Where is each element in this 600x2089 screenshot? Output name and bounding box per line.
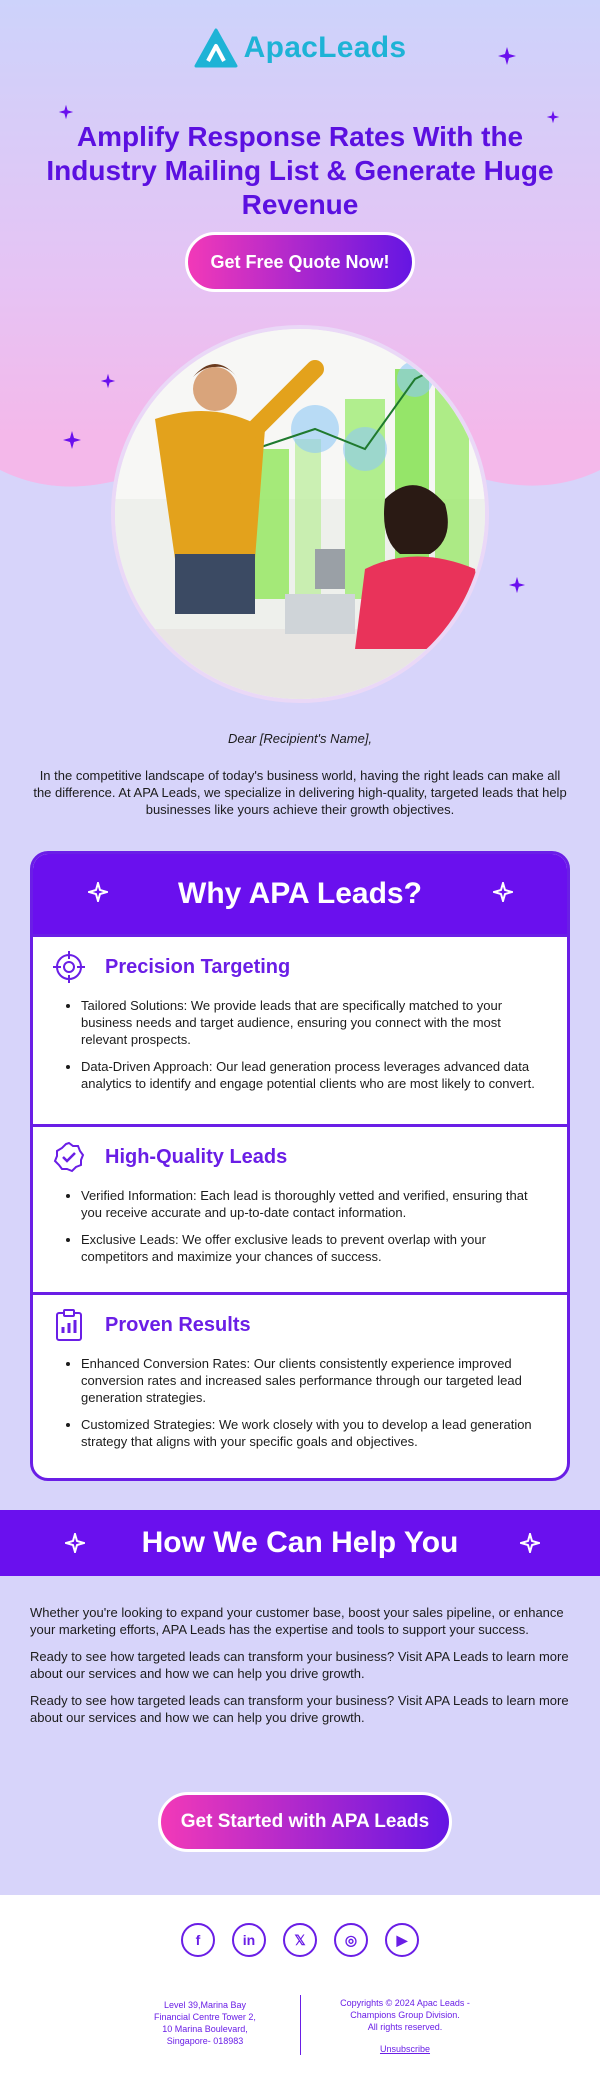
help-header [0, 1510, 600, 1576]
sparkle-icon [58, 104, 74, 120]
hero-section [0, 0, 600, 710]
business-meeting-illustration [115, 329, 489, 703]
sparkle-icon [497, 46, 517, 66]
feature-title: Proven Results [105, 1313, 251, 1336]
sparkle-icon [65, 1533, 85, 1553]
feature-proven-results [33, 1292, 567, 1470]
instagram-icon[interactable]: ◎ [334, 1923, 368, 1957]
social-links [0, 1923, 600, 1957]
logo-mark-icon [194, 28, 238, 68]
address-line: Singapore- 018983 [166, 2036, 244, 2046]
linkedin-icon[interactable]: in [232, 1923, 266, 1957]
feature-point: • Enhanced Conversion Rates: Our clients consistently experience improved conversion rates and increased sales performance through our targeted lead generation strategies. [81, 1355, 547, 1406]
copyright [325, 1997, 485, 2055]
sparkle-icon [62, 430, 82, 450]
why-header [33, 854, 567, 934]
company-address [125, 1999, 285, 2047]
x-icon[interactable]: 𝕏 [283, 1923, 317, 1957]
footer-divider [300, 1995, 301, 2055]
youtube-icon[interactable]: ▶ [385, 1923, 419, 1957]
sparkle-icon [520, 1533, 540, 1553]
hero-headline: Amplify Response Rates With the Industry Mailing List & Generate Huge Revenue [46, 121, 554, 220]
feature-high-quality-leads [33, 1124, 567, 1292]
why-title: Why APA Leads? [178, 877, 422, 910]
feature-title: High-Quality Leads [105, 1145, 288, 1168]
help-paragraph: Whether you're looking to expand your customer base, boost your sales pipeline, or enhance your marketing efforts, APA Leads has the expertise and tools to support your success. [30, 1605, 564, 1637]
feature-point: • Tailored Solutions: We provide leads that are specifically matched to your business needs and target audience, ensuring you connect with the most relevant prospects. [81, 997, 547, 1048]
why-apa-leads-card [30, 851, 570, 1481]
hero-photo [111, 325, 489, 703]
address-line: Level 39,Marina Bay [163, 2000, 247, 2010]
get-started-button[interactable]: Get Started with APA Leads [158, 1792, 452, 1852]
sparkle-icon [88, 882, 108, 902]
copyright-line: Copyrights © 2024 Apac Leads - [340, 1998, 470, 2008]
intro-paragraph: In the competitive landscape of today's business world, having the right leads can make all the difference. At APA Leads, we specialize in delivering high-quality, targeted leads that help businesses like yours achieve their growth objectives. [33, 768, 567, 817]
intro-section [30, 730, 570, 818]
footer [0, 1895, 600, 2089]
greeting: Dear [Recipient's Name], [227, 731, 373, 746]
unsubscribe-link[interactable]: Unsubscribe [379, 2044, 431, 2054]
sparkle-icon [100, 373, 116, 389]
help-title: How We Can Help You [141, 1526, 459, 1559]
feature-point: • Exclusive Leads: We offer exclusive leads to prevent overlap with your competitors and maximize your chances of success. [81, 1231, 547, 1265]
help-paragraph: Ready to see how targeted leads can transform your business? Visit APA Leads to learn more about our services and how we can help you drive growth. [30, 1649, 569, 1681]
copyright-line: All rights reserved. [367, 2022, 443, 2032]
sparkle-icon [508, 576, 526, 594]
get-quote-button[interactable]: Get Free Quote Now! [185, 232, 415, 292]
feature-title: Precision Targeting [105, 955, 291, 978]
target-icon [53, 951, 85, 983]
brand-name: ApacLeads [243, 31, 407, 64]
quality-badge-icon [53, 1141, 85, 1173]
copyright-line: Champions Group Division. [350, 2010, 460, 2020]
help-body [30, 1604, 570, 1736]
clipboard-chart-icon [53, 1309, 85, 1341]
facebook-icon[interactable]: f [181, 1923, 215, 1957]
sparkle-icon [493, 882, 513, 902]
feature-precision-targeting [33, 934, 567, 1124]
address-line: Financial Centre Tower 2, [154, 2012, 256, 2022]
address-line: 10 Marina Boulevard, [162, 2024, 248, 2034]
feature-point: • Data-Driven Approach: Our lead generation process leverages advanced data analytics to identify and engage potential clients who are most likely to convert. [81, 1058, 547, 1092]
feature-point: • Customized Strategies: We work closely with you to develop a lead generation strategy that aligns with your specific goals and objectives. [81, 1416, 547, 1450]
feature-point: • Verified Information: Each lead is thoroughly vetted and verified, ensuring that you receive accurate and up-to-date contact information. [81, 1187, 547, 1221]
help-paragraph: Ready to see how targeted leads can transform your business? Visit APA Leads to learn more about our services and how we can help you drive growth. [30, 1693, 569, 1725]
